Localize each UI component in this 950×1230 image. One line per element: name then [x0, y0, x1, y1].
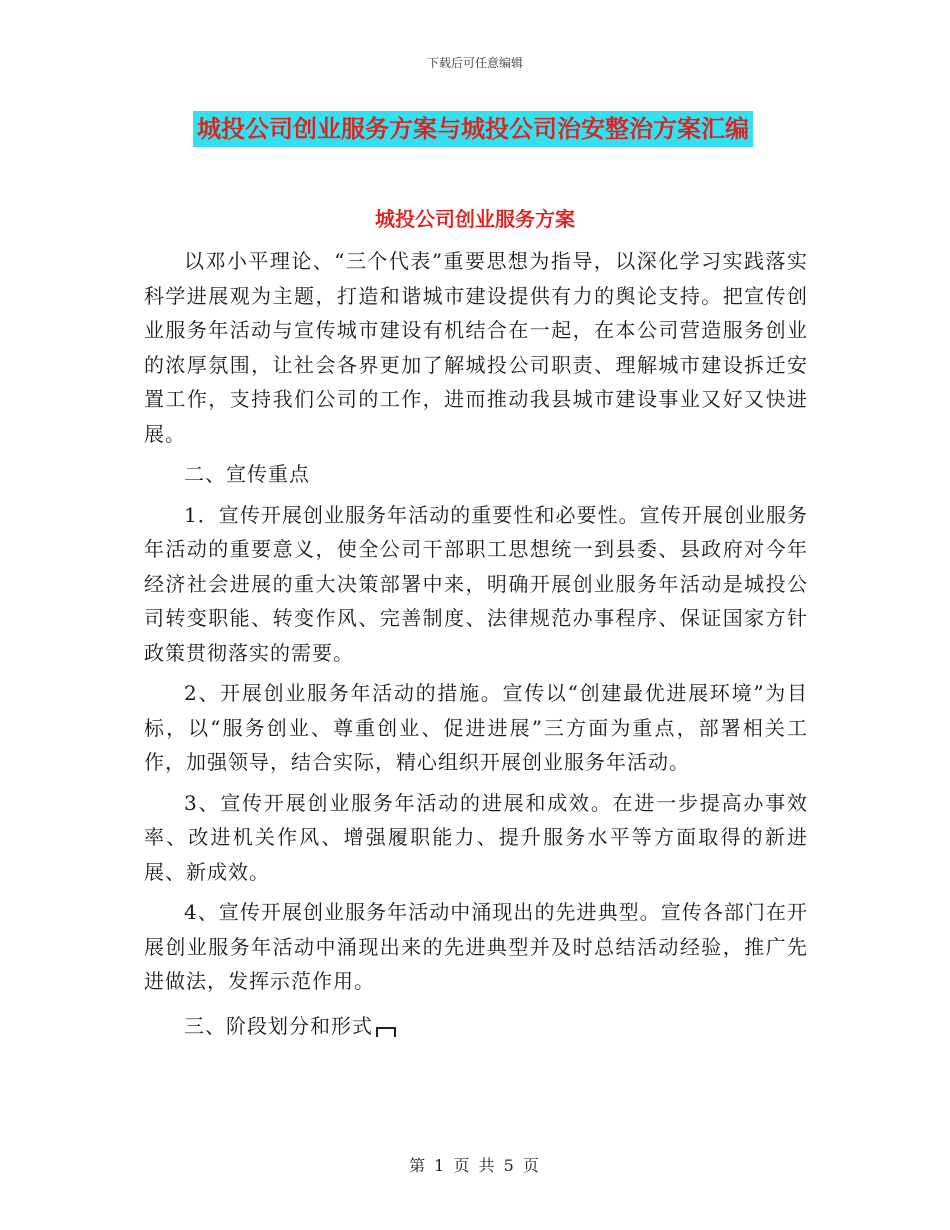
paragraph-item-1: 1．宣传开展创业服务年活动的重要性和必要性。宣传开展创业服务年活动的重要意义，使全公司干部职工思想统一到县委、县政府对今年经济社会进展的重大决策部署中来，明确开展创业服务年活动是城投公司转变职能、转变作风、完善制度、法律规范办事程序、保证国家方针政策贯彻落实的需要。 — [144, 502, 808, 665]
text-cursor-mark-icon — [376, 1027, 396, 1037]
paragraph-item-2: 2、开展创业服务年活动的措施。宣传以“创建最优进展环境”为目标，以“服务创业、尊重创业、促进进展”三方面为重点，部署相关工作，加强领导，结合实际，精心组织开展创业服务年活动。 — [144, 681, 808, 774]
heading-publicity-focus: 二、宣传重点 — [184, 462, 310, 486]
intro-paragraph: 以邓小平理论、“三个代表”重要思想为指导，以深化学习实践落实科学进展观为主题，打造和谐城市建设提供有力的舆论支持。把宣传创业服务年活动与宣传城市建设有机结合在一起，在本公司营造服务创业的浓厚氛围，让社会各界更加了解城投公司职责、理解城市建设拆迁安置工作，支持我们公司的工作，进而推动我县城市建设事业又好又快进展。 — [144, 249, 808, 446]
document-title: 城投公司创业服务方案与城投公司治安整治方案汇编 — [193, 111, 753, 147]
heading-stages: 三、阶段划分和形式 — [184, 1013, 373, 1038]
page-footer: 第 1 页 共 5 页 — [409, 1156, 541, 1175]
paragraph-item-3: 3、宣传开展创业服务年活动的进展和成效。在进一步提高办事效率、改进机关作风、增强履职能力、提升服务水平等方面取得的新进展、新成效。 — [144, 790, 808, 884]
paragraph-item-4: 4、宣传开展创业服务年活动中涌现出的先进典型。宣传各部门在开展创业服务年活动中涌现出来的先进典型并及时总结活动经验，推广先进做法，发挥示范作用。 — [144, 900, 808, 993]
heading-stages-row — [144, 1009, 808, 1044]
header-note: 下载后可任意编辑 — [426, 56, 523, 70]
document-body — [144, 244, 808, 1043]
section-title: 城投公司创业服务方案 — [375, 207, 575, 231]
